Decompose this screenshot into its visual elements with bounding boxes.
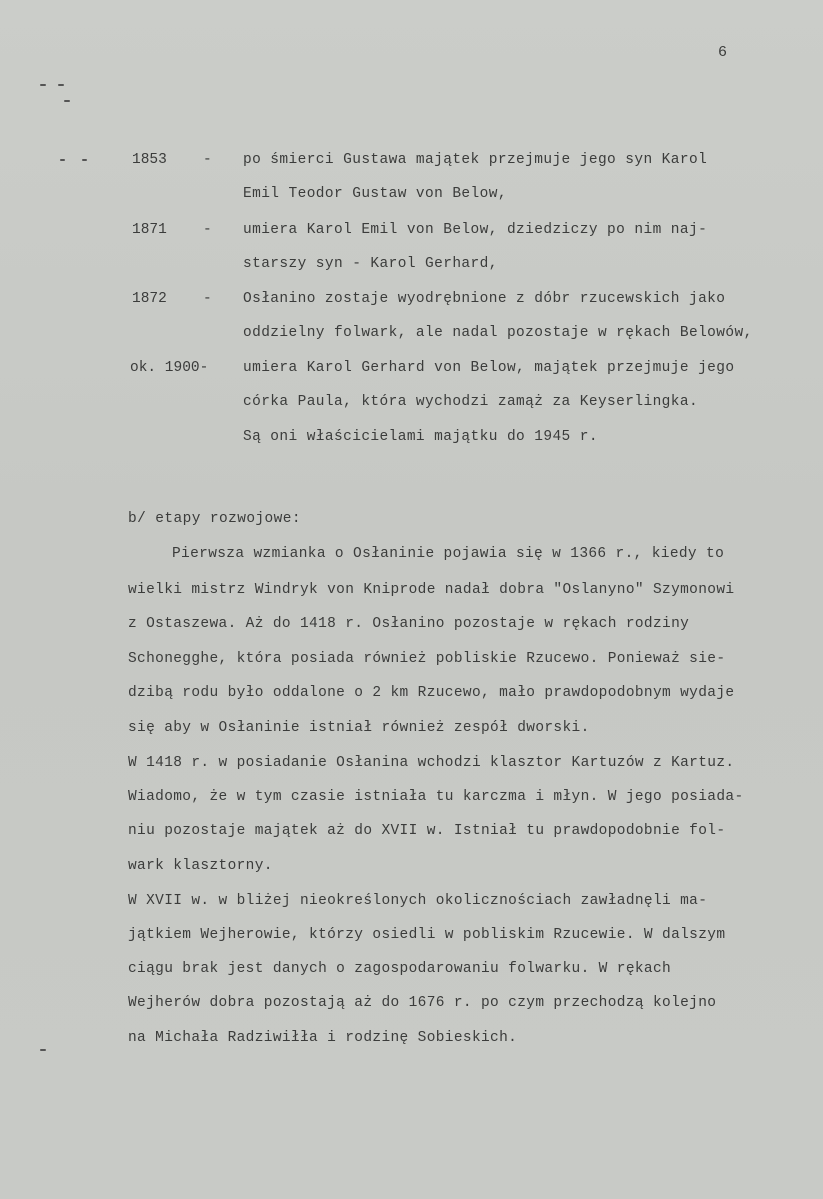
body-text-line: z Ostaszewa. Aż do 1418 r. Osłanino pozostaje w rękach rodziny	[128, 616, 690, 632]
body-text-line: W XVII w. w bliżej nieokreślonych okolicznościach zawładnęli ma-	[128, 893, 708, 909]
chronology-dash: -	[203, 152, 212, 168]
chronology-year: 1871	[132, 222, 167, 238]
chronology-text-line: umiera Karol Gerhard von Below, majątek przejmuje jego	[243, 360, 735, 376]
body-text-line: Wiadomo, że w tym czasie istniała tu karczma i młyn. W jego posiada-	[128, 789, 744, 805]
margin-speck	[64, 100, 70, 102]
chronology-text-line: umiera Karol Emil von Below, dziedziczy po nim naj-	[243, 222, 708, 238]
body-text-line: Wejherów dobra pozostają aż do 1676 r. po czym przechodzą kolejno	[128, 995, 717, 1011]
chronology-year: 1872	[132, 291, 167, 307]
margin-speck	[58, 84, 64, 86]
margin-speck	[60, 159, 65, 161]
chronology-text-line: oddzielny folwark, ale nadal pozostaje w rękach Belowów,	[243, 325, 753, 341]
margin-speck	[82, 159, 87, 161]
body-text-line: Pierwsza wzmianka o Osłaninie pojawia się w 1366 r., kiedy to	[172, 546, 725, 562]
chronology-year: ok. 1900-	[130, 360, 209, 376]
chronology-text-line: starszy syn - Karol Gerhard,	[243, 256, 498, 272]
body-text-line: na Michała Radziwiłła i rodzinę Sobieskich.	[128, 1030, 518, 1046]
chronology-text-line: Osłanino zostaje wyodrębnione z dóbr rzucewskich jako	[243, 291, 726, 307]
chronology-text-line: Są oni właścicielami majątku do 1945 r.	[243, 429, 598, 445]
body-text-line: jątkiem Wejherowie, którzy osiedli w pobliskim Rzucewie. W dalszym	[128, 927, 726, 943]
section-heading: b/ etapy rozwojowe:	[128, 511, 301, 527]
chronology-dash: -	[203, 222, 212, 238]
body-text-line: dzibą rodu było oddalone o 2 km Rzucewo, mało prawdopodobnym wydaje	[128, 685, 735, 701]
chronology-year: 1853	[132, 152, 167, 168]
chronology-text-line: Emil Teodor Gustaw von Below,	[243, 186, 507, 202]
body-text-line: wielki mistrz Windryk von Kniprode nadał dobra "Oslanyno" Szymonowi	[128, 582, 735, 598]
body-text-line: wark klasztorny.	[128, 858, 273, 874]
body-text-line: ciągu brak jest danych o zagospodarowaniu folwarku. W rękach	[128, 961, 672, 977]
chronology-dash: -	[203, 291, 212, 307]
body-text-line: niu pozostaje majątek aż do XVII w. Istniał tu prawdopodobnie fol-	[128, 823, 726, 839]
margin-speck	[40, 1049, 46, 1051]
body-text-line: W 1418 r. w posiadanie Osłanina wchodzi klasztor Kartuzów z Kartuz.	[128, 755, 735, 771]
page-number: 6	[718, 44, 728, 61]
body-text-line: się aby w Osłaninie istniał również zespół dworski.	[128, 720, 590, 736]
chronology-text-line: po śmierci Gustawa majątek przejmuje jego syn Karol	[243, 152, 708, 168]
chronology-text-line: córka Paula, która wychodzi zamąż za Keyserlingka.	[243, 394, 699, 410]
body-text-line: Schonegghe, która posiada również pobliskie Rzucewo. Ponieważ sie-	[128, 651, 726, 667]
margin-speck	[40, 84, 46, 86]
